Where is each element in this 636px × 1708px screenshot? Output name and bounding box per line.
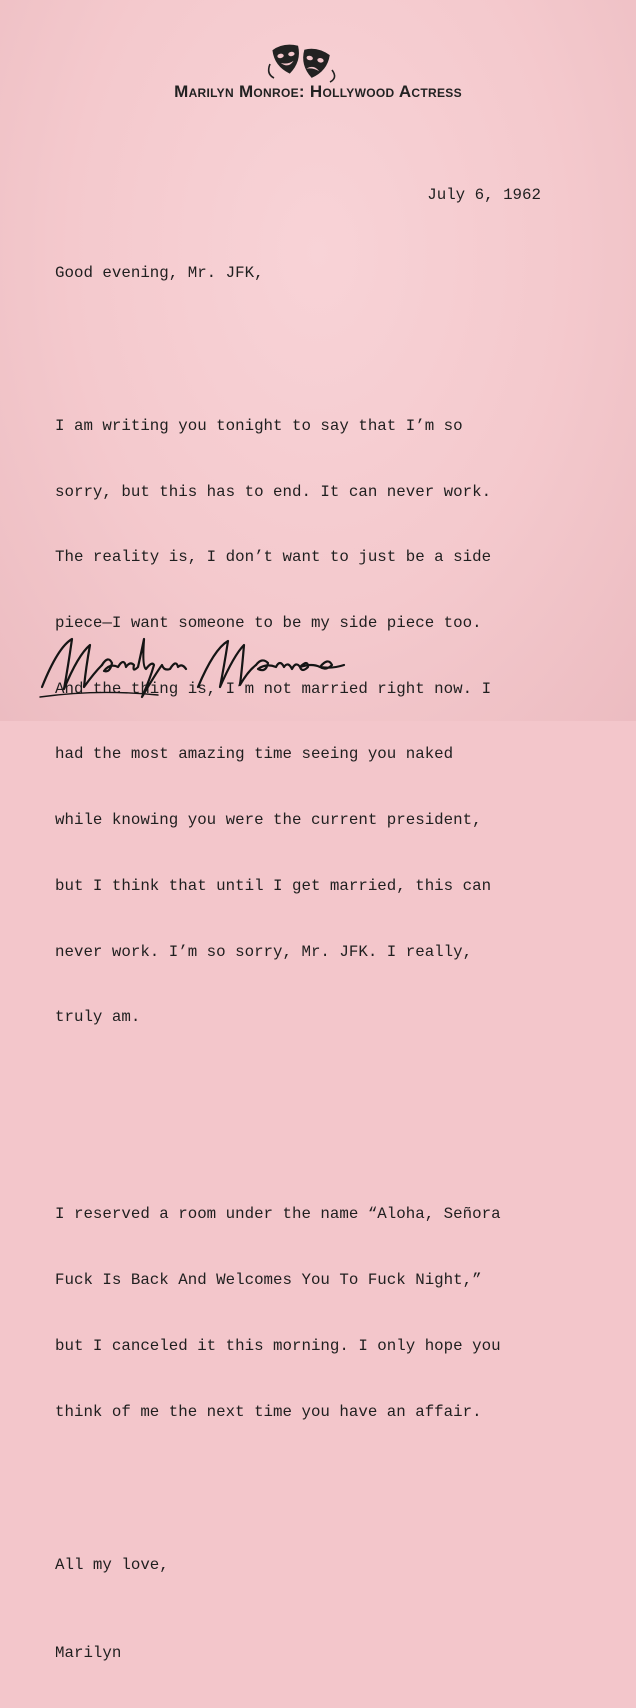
letter-line: Fuck Is Back And Welcomes You To Fuck Night,”: [55, 1271, 482, 1290]
letter-date: July 6, 1962: [427, 185, 541, 204]
letter-line: I am writing you tonight to say that I’m so: [55, 416, 463, 435]
letter-line: The reality is, I don’t want to just be a side: [55, 548, 492, 567]
letter-line: think of me the next time you have an affair.: [55, 1402, 482, 1421]
letter-line: but I canceled it this morning. I only hope you: [55, 1336, 501, 1355]
letter-line: piece—I want someone to be my side piece too.: [55, 614, 482, 633]
letter-name: Marilyn: [55, 1643, 122, 1662]
letter-line: truly am.: [55, 1008, 141, 1027]
letter-line: And the thing is, I’m not married right now. I: [55, 679, 492, 698]
handwritten-signature: [38, 627, 348, 707]
letter-paragraph-1: [55, 372, 595, 1073]
letter-line: sorry, but this has to end. It can never work.: [55, 482, 492, 501]
letterhead-title: Marilyn Monroe: Hollywood Actress: [174, 82, 462, 101]
letter-paragraph-2: [55, 1161, 595, 1468]
letter-greeting: Good evening, Mr. JFK,: [55, 263, 264, 282]
letter-body: [55, 141, 595, 1708]
letter-line: had the most amazing time seeing you naked: [55, 745, 454, 764]
letter-line: but I think that until I get married, this can: [55, 876, 492, 895]
letter-line: I reserved a room under the name “Aloha, Señora: [55, 1205, 501, 1224]
letter-closing: All my love,: [55, 1555, 169, 1574]
letter-line: while knowing you were the current president,: [55, 811, 482, 830]
theater-masks-icon: [268, 42, 336, 84]
letter-line: never work. I’m so sorry, Mr. JFK. I really,: [55, 942, 473, 961]
